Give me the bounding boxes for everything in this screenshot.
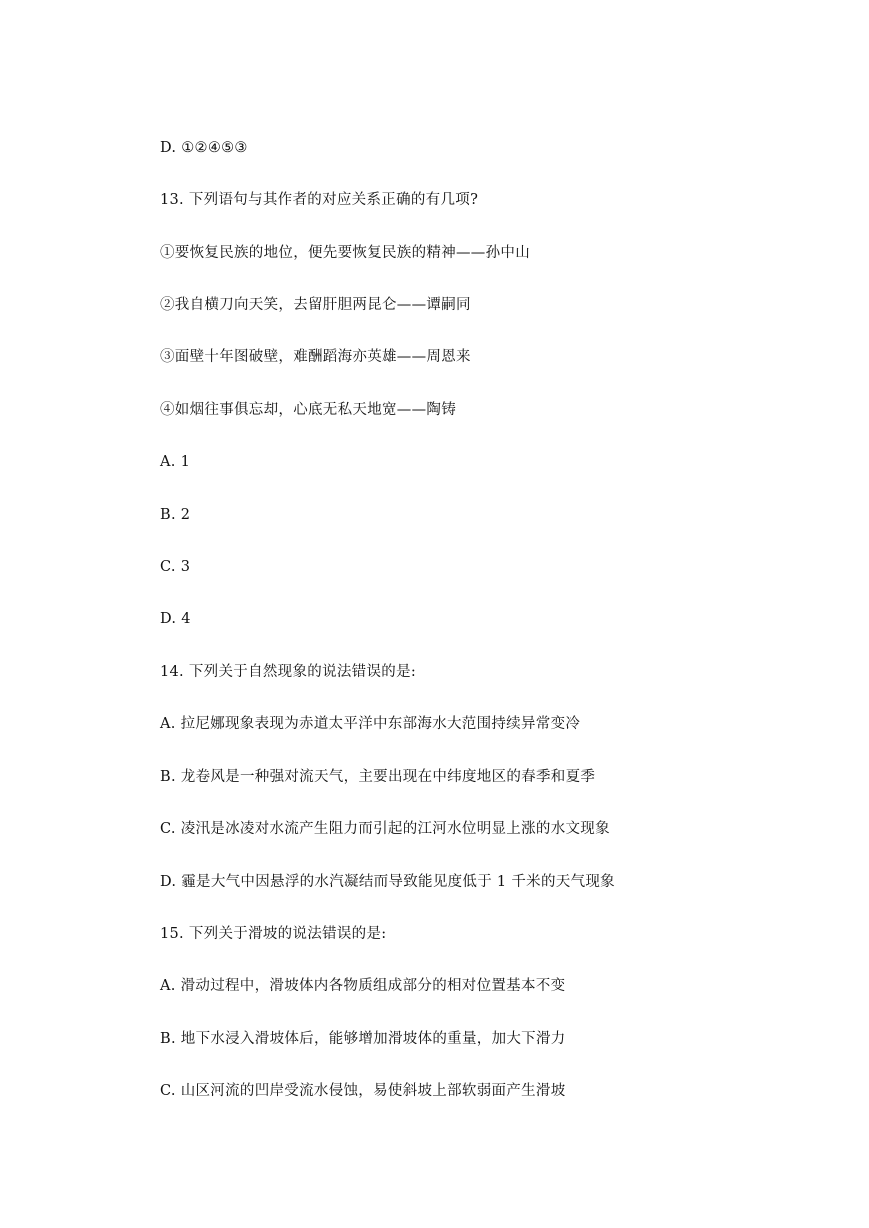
q13-statement-2: ②我自横刀向天笑，去留肝胆两昆仑——谭嗣同 [160, 297, 471, 313]
q13-option-c: C. 3 [160, 559, 191, 575]
q13-statement-4: ④如烟往事俱忘却，心底无私天地宽——陶铸 [160, 402, 456, 418]
q15-option-b: B. 地下水浸入滑坡体后，能够增加滑坡体的重量，加大下滑力 [160, 1031, 566, 1047]
q13-option-b: B. 2 [160, 507, 191, 523]
q14-option-d: D. 霾是大气中因悬浮的水汽凝结而导致能见度低于 1 千米的天气现象 [160, 874, 615, 890]
q15-option-c: C. 山区河流的凹岸受流水侵蚀，易使斜坡上部软弱面产生滑坡 [160, 1083, 566, 1099]
q13-statement-3: ③面壁十年图破壁，难酬蹈海亦英雄——周恩来 [160, 349, 471, 365]
q15-option-a: A. 滑动过程中，滑坡体内各物质组成部分的相对位置基本不变 [160, 978, 566, 994]
q15-question: 15. 下列关于滑坡的说法错误的是: [160, 926, 387, 942]
q13-option-a: A. 1 [160, 454, 191, 470]
q14-option-c: C. 凌汛是冰凌对水流产生阻力而引起的江河水位明显上涨的水文现象 [160, 821, 610, 837]
q14-option-b: B. 龙卷风是一种强对流天气，主要出现在中纬度地区的春季和夏季 [160, 769, 596, 785]
q13-question: 13. 下列语句与其作者的对应关系正确的有几项? [160, 192, 479, 208]
q12-option-d: D. ①②④⑤③ [160, 140, 248, 156]
q14-option-a: A. 拉尼娜现象表现为赤道太平洋中东部海水大范围持续异常变冷 [160, 716, 581, 732]
q13-statement-1: ①要恢复民族的地位，便先要恢复民族的精神——孙中山 [160, 245, 530, 261]
q14-question: 14. 下列关于自然现象的说法错误的是: [160, 664, 417, 680]
q13-option-d: D. 4 [160, 611, 191, 627]
